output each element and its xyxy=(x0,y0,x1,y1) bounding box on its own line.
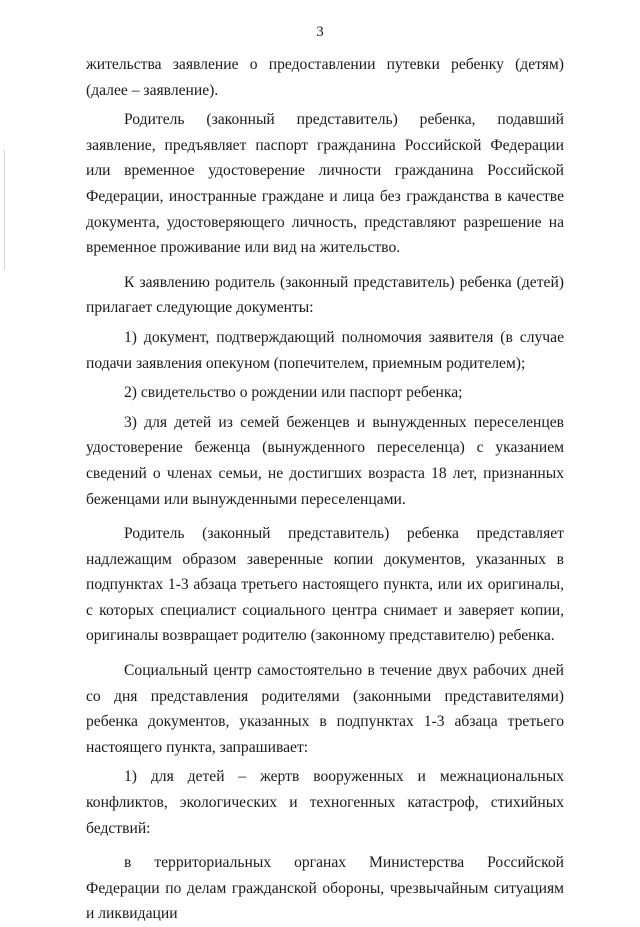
paragraph-ministry: в территориальных органах Министерства Российской Федерации по делам гражданской обороны, чрезвычайным ситуациям и ликвидации xyxy=(86,854,564,923)
list-item-victims: 1) для детей – жертв вооруженных и межнациональных конфликтов, экологических и техногенных катастроф, стихийных бедствий: xyxy=(86,768,564,837)
paragraph-continuation: жительства заявление о предоставлении путевки ребенку (детям) (далее – заявление). xyxy=(86,56,564,99)
list-item-1: 1) документ, подтверждающий полномочия заявителя (в случае подачи заявления опекуном (попечителем, приемным родителем); xyxy=(86,328,564,372)
paragraph-social-center-request: Социальный центр самостоятельно в течение двух рабочих дней со дня представления родителями (законными представителями) ребенка документов, указанных в подпунктах 1-3 абзаца третьего настоящего пункта, запрашивает: xyxy=(86,662,564,756)
document-body xyxy=(86,52,564,927)
scan-edge-mark xyxy=(4,150,5,270)
list-item-2: 2) свидетельство о рождении или паспорт ребенка; xyxy=(124,384,463,402)
paragraph-parent-passport: Родитель (законный представитель) ребенка, подавший заявление, предъявляет паспорт гражданина Российской Федерации или временное удостоверение личности гражданина Российской Федерации, иностранные граждане и лица без гражданства в качестве документа, удостоверяющего личность, представляют разрешение на временное проживание или вид на жительство. xyxy=(86,111,564,257)
paragraph-copies: Родитель (законный представитель) ребенка представляет надлежащим образом заверенные копии документов, указанных в подпунктах 1-3 абзаца третьего настоящего пункта, или их оригиналы, с которых специалист социального центра снимает и заверяет копии, оригиналы возвращает родителю (законному представителю) ребенка. xyxy=(86,525,564,645)
page-number: 3 xyxy=(316,24,324,40)
list-item-3: 3) для детей из семей беженцев и вынужденных переселенцев удостоверение беженца (вынужденного переселенца) с указанием сведений о членах семьи, не достигших возраста 18 лет, признанных беженцами или вынужденными переселенцами. xyxy=(86,413,564,508)
paragraph-documents-intro: К заявлению родитель (законный представитель) ребенка (детей) прилагает следующие документы: xyxy=(86,273,564,317)
